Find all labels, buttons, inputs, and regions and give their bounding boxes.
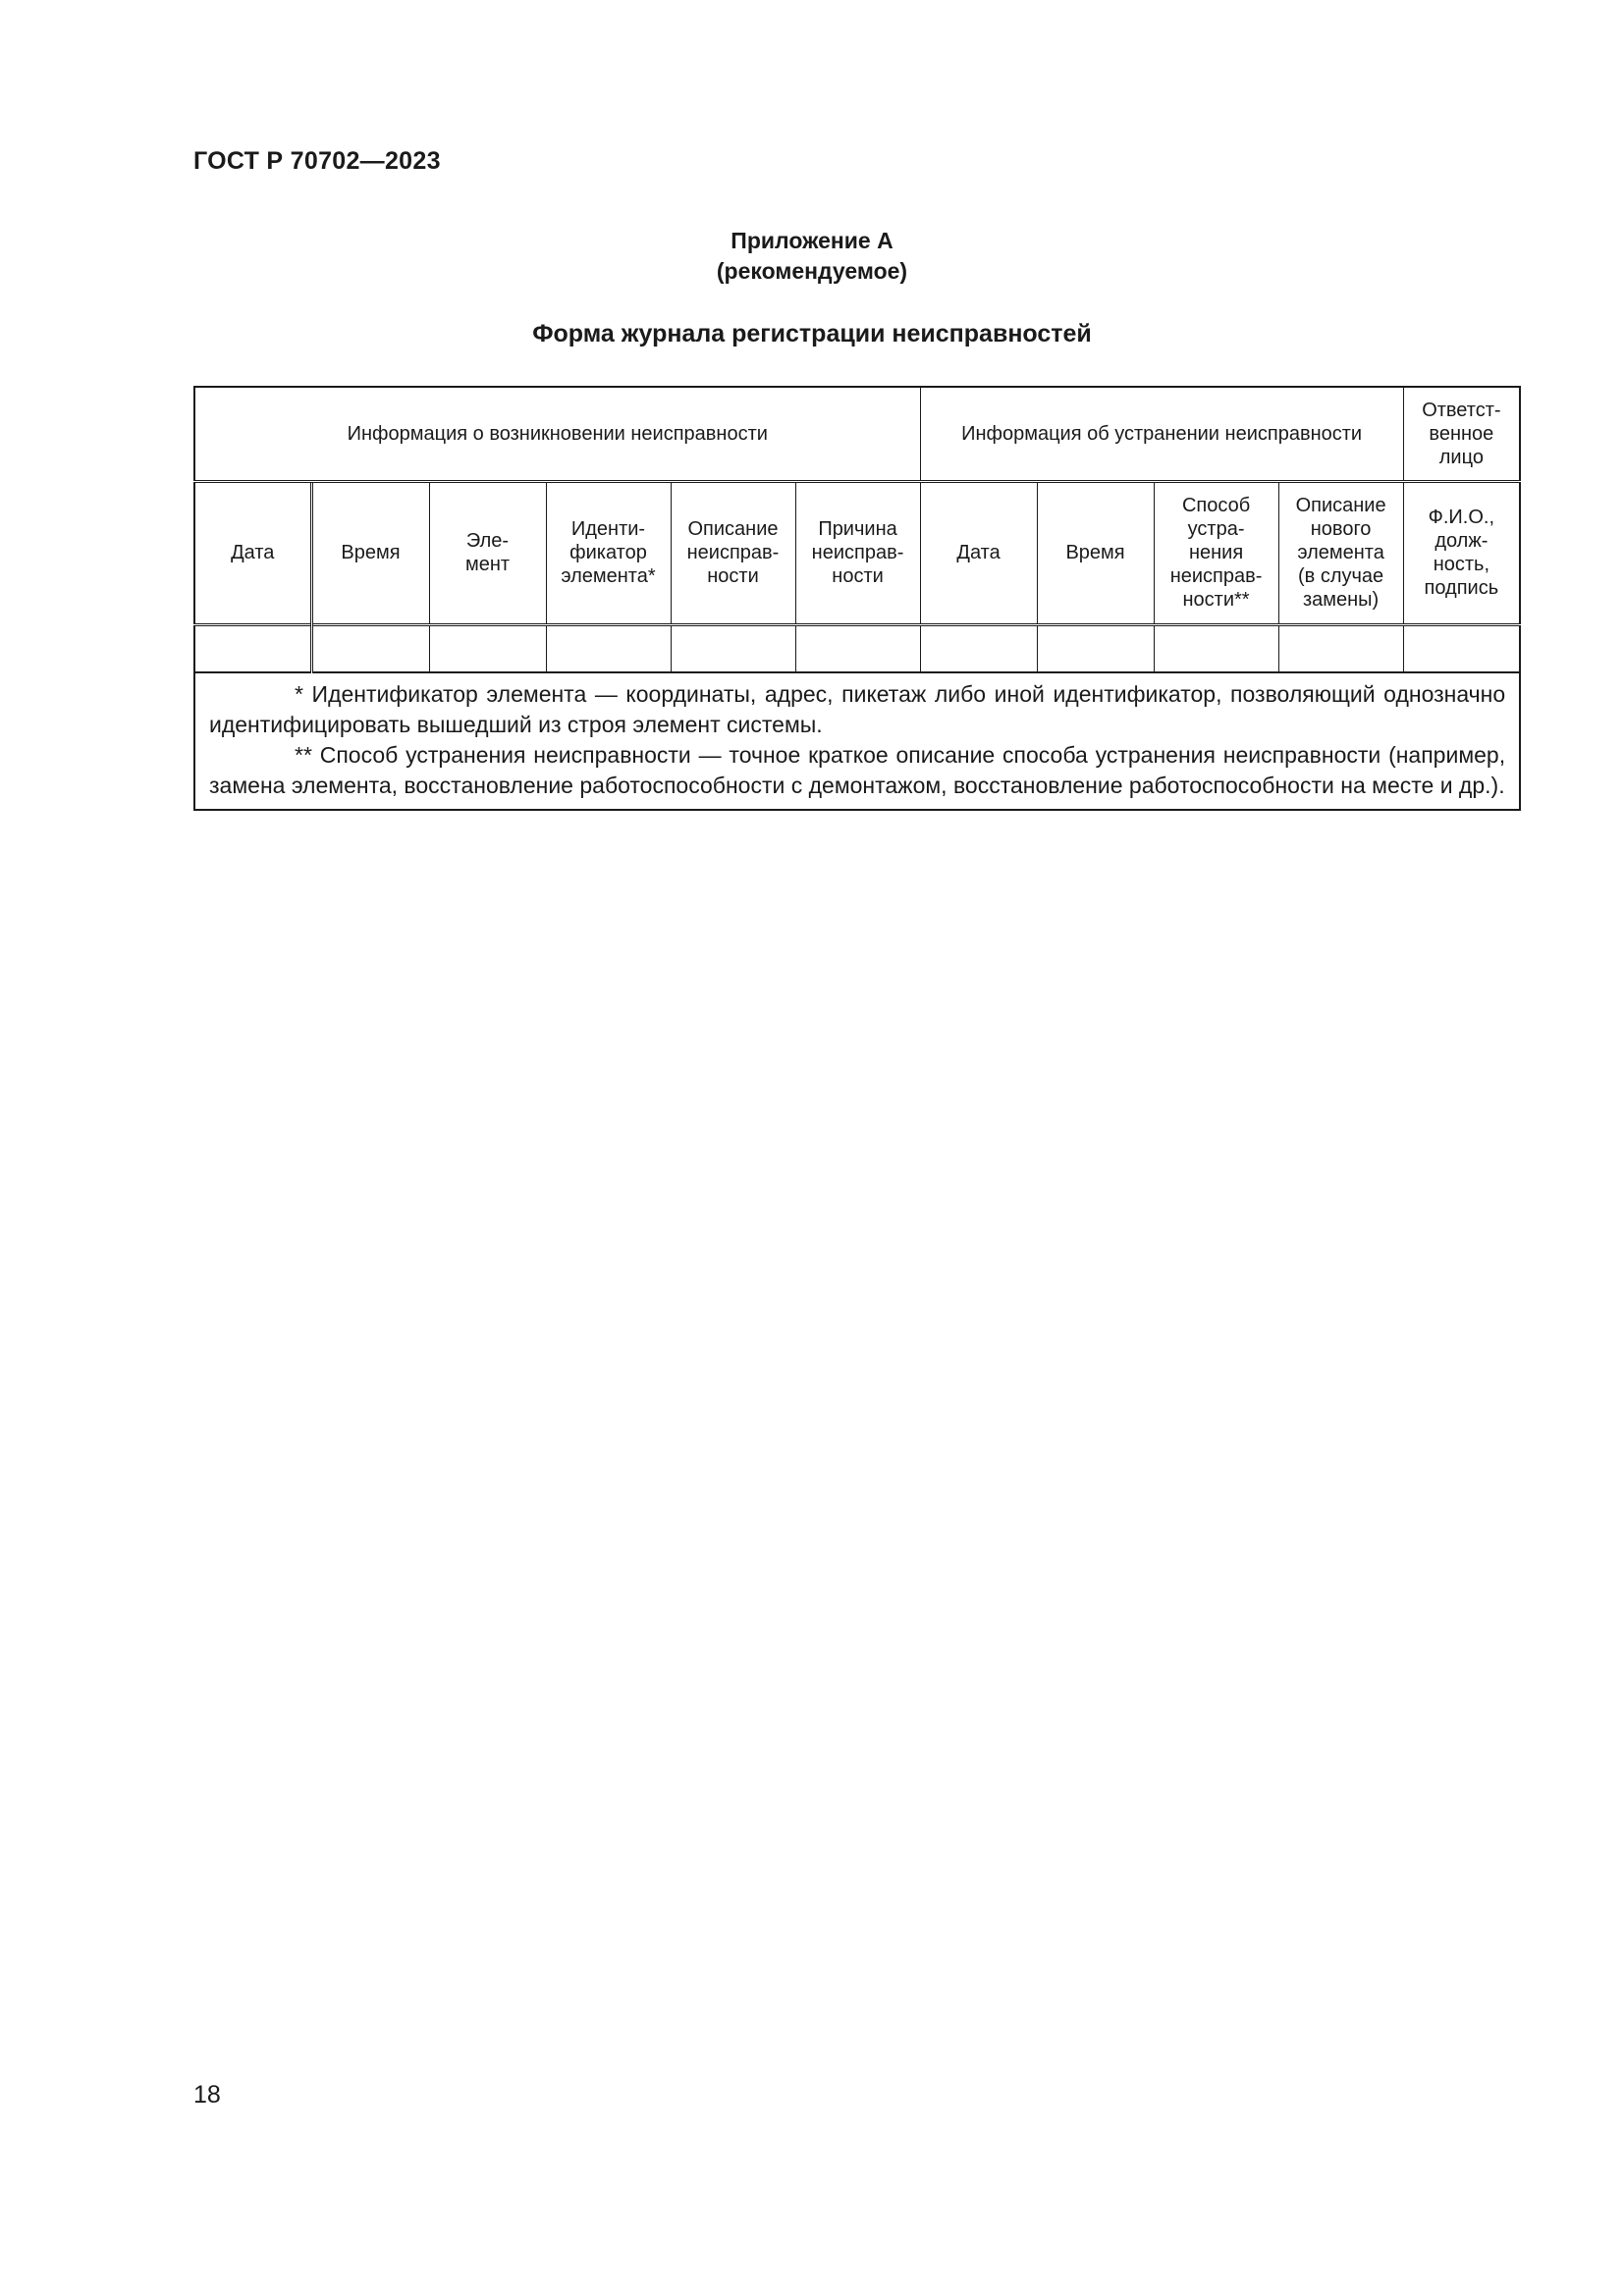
empty-cell bbox=[1278, 624, 1403, 672]
group-header-responsible: Ответст- венное лицо bbox=[1403, 387, 1520, 481]
empty-cell bbox=[920, 624, 1037, 672]
empty-cell bbox=[311, 624, 429, 672]
col-header-date: Дата bbox=[194, 481, 311, 624]
group-header-elimination: Информация об устранении неисправности bbox=[920, 387, 1403, 481]
empty-cell bbox=[1403, 624, 1520, 672]
form-title: Форма журнала регистрации неисправностей bbox=[532, 320, 1092, 347]
empty-cell bbox=[1037, 624, 1154, 672]
appendix-title: Приложение А bbox=[731, 228, 893, 253]
col-header-time: Время bbox=[311, 481, 429, 624]
empty-cell bbox=[795, 624, 920, 672]
fault-journal-table bbox=[193, 386, 1521, 811]
empty-cell bbox=[546, 624, 671, 672]
empty-cell bbox=[671, 624, 795, 672]
col-header-fix-time: Время bbox=[1037, 481, 1154, 624]
col-header-new-element: Описание нового элемента (в случае замены) bbox=[1278, 481, 1403, 624]
empty-cell bbox=[194, 624, 311, 672]
col-header-element-id: Иденти- фикатор элемента* bbox=[546, 481, 671, 624]
col-header-fix-method: Способ устра- нения неисправ- ности** bbox=[1154, 481, 1278, 624]
appendix-status: (рекомендуемое) bbox=[716, 258, 908, 284]
standard-code: ГОСТ Р 70702—2023 bbox=[193, 147, 441, 175]
empty-cell bbox=[429, 624, 546, 672]
col-header-fix-date: Дата bbox=[920, 481, 1037, 624]
col-header-fault-description: Описание неисправ- ности bbox=[671, 481, 795, 624]
empty-cell bbox=[1154, 624, 1278, 672]
col-header-element: Эле- мент bbox=[429, 481, 546, 624]
page-number: 18 bbox=[193, 2081, 221, 2109]
footnote-fix-method: ** Способ устранения неисправности — точное краткое описание способа устранения неисправности (например, замена элемента, восстановление работоспособности с демонтажом, восстановление работоспособности на месте и др.). bbox=[209, 742, 1506, 798]
group-header-occurrence: Информация о возникновении неисправности bbox=[194, 387, 920, 481]
table-row bbox=[194, 624, 1520, 672]
footnote-element-id: * Идентификатор элемента — координаты, адрес, пикетаж либо иной идентификатор, позволяющий однозначно идентифицировать вышедший из строя элемент системы. bbox=[209, 681, 1506, 737]
col-header-signature: Ф.И.О., долж- ность, подпись bbox=[1403, 481, 1520, 624]
table-footnotes bbox=[194, 672, 1520, 810]
col-header-fault-cause: Причина неисправ- ности bbox=[795, 481, 920, 624]
